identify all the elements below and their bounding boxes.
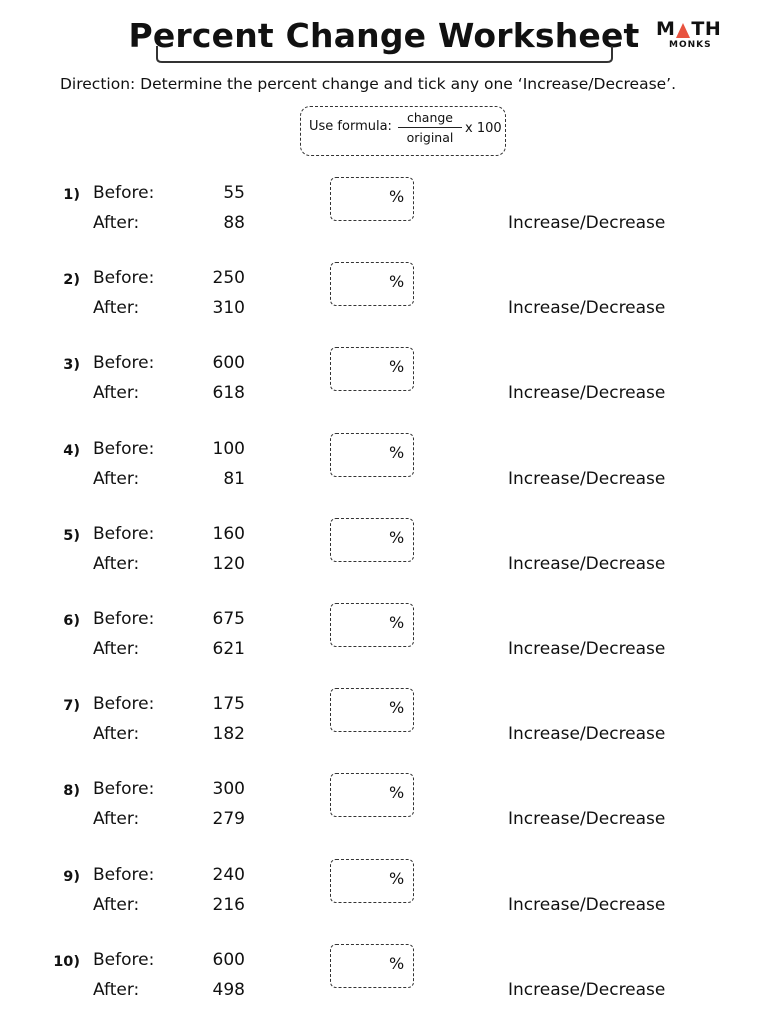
after-label: After: <box>93 553 140 574</box>
triangle-a-icon <box>676 23 690 38</box>
before-value: 100 <box>212 438 245 459</box>
percent-answer-box[interactable] <box>330 347 414 391</box>
after-label: After: <box>93 809 140 830</box>
percent-answer-box[interactable] <box>330 603 414 647</box>
page-title: Percent Change Worksheet <box>128 16 640 55</box>
percent-sign: % <box>389 272 405 292</box>
after-label: After: <box>93 213 140 233</box>
problem-item <box>0 183 768 243</box>
logo-subtitle: MONKS <box>669 40 712 50</box>
before-value: 55 <box>223 183 245 203</box>
before-value: 160 <box>212 523 245 544</box>
before-value: 250 <box>212 268 245 289</box>
problem-item <box>0 694 768 754</box>
problem-item <box>0 865 768 925</box>
after-label: After: <box>93 639 140 659</box>
formula-denominator: original <box>406 130 454 145</box>
after-value: 498 <box>212 979 245 1000</box>
logo-letters-th: TH <box>691 18 722 40</box>
percent-answer-box[interactable] <box>330 688 414 732</box>
after-value: 279 <box>212 809 245 830</box>
after-value: 88 <box>223 213 245 233</box>
percent-sign: % <box>389 187 405 206</box>
logo-letter-m: M <box>656 18 676 40</box>
formula-fraction <box>398 110 462 145</box>
problem-item <box>0 439 768 499</box>
before-label: Before: <box>93 353 155 374</box>
problem-item <box>0 779 768 839</box>
before-value: 600 <box>212 353 245 374</box>
after-label: After: <box>93 383 140 404</box>
problem-number: 2) <box>63 272 80 289</box>
problem-item <box>0 268 768 328</box>
after-value: 182 <box>212 724 245 745</box>
after-label: After: <box>93 298 140 319</box>
increase-decrease-choice[interactable]: Increase/Decrease <box>508 468 666 489</box>
percent-answer-box[interactable] <box>330 859 414 903</box>
increase-decrease-choice[interactable]: Increase/Decrease <box>508 553 666 574</box>
problem-item <box>0 609 768 669</box>
before-label: Before: <box>93 268 155 289</box>
after-label: After: <box>93 468 140 489</box>
increase-decrease-choice[interactable]: Increase/Decrease <box>508 298 666 319</box>
percent-sign: % <box>389 527 405 547</box>
problem-number: 5) <box>63 527 80 544</box>
percent-answer-box[interactable] <box>330 433 414 477</box>
before-label: Before: <box>93 694 155 715</box>
increase-decrease-choice[interactable]: Increase/Decrease <box>508 639 666 659</box>
increase-decrease-choice[interactable]: Increase/Decrease <box>508 724 666 745</box>
percent-answer-box[interactable] <box>330 944 414 988</box>
percent-sign: % <box>389 357 405 377</box>
before-label: Before: <box>93 183 155 203</box>
increase-decrease-choice[interactable]: Increase/Decrease <box>508 979 666 1000</box>
percent-sign: % <box>389 613 405 632</box>
after-label: After: <box>93 894 140 915</box>
after-value: 621 <box>212 639 245 659</box>
before-label: Before: <box>93 609 155 629</box>
formula-numerator: change <box>406 110 453 125</box>
percent-sign: % <box>389 442 405 462</box>
problem-number: 6) <box>63 613 80 629</box>
direction-text: Direction: Determine the percent change and tick any one ‘Increase/Decrease’. <box>60 75 677 93</box>
percent-answer-box[interactable] <box>330 518 414 562</box>
problem-number: 10) <box>53 953 80 970</box>
before-value: 675 <box>212 609 245 629</box>
increase-decrease-choice[interactable]: Increase/Decrease <box>508 383 666 404</box>
after-label: After: <box>93 724 140 745</box>
before-label: Before: <box>93 523 155 544</box>
formula-box <box>300 106 506 156</box>
percent-sign: % <box>389 783 405 803</box>
before-value: 600 <box>212 949 245 970</box>
after-label: After: <box>93 979 140 1000</box>
problem-item <box>0 950 768 1010</box>
before-label: Before: <box>93 864 155 885</box>
problem-number: 9) <box>63 868 80 885</box>
title-underline <box>152 40 617 70</box>
before-label: Before: <box>93 949 155 970</box>
increase-decrease-choice[interactable]: Increase/Decrease <box>508 809 666 830</box>
increase-decrease-choice[interactable]: Increase/Decrease <box>508 894 666 915</box>
percent-sign: % <box>389 698 405 718</box>
formula-label: Use formula: <box>309 119 392 134</box>
after-value: 216 <box>212 894 245 915</box>
problem-item <box>0 353 768 413</box>
percent-answer-box[interactable] <box>330 773 414 817</box>
before-value: 175 <box>212 694 245 715</box>
increase-decrease-choice[interactable]: Increase/Decrease <box>508 213 666 233</box>
problem-number: 4) <box>63 442 80 459</box>
math-monks-logo <box>656 18 722 50</box>
percent-answer-box[interactable] <box>330 262 414 306</box>
percent-sign: % <box>389 868 405 888</box>
after-value: 81 <box>223 468 245 489</box>
before-label: Before: <box>93 779 155 800</box>
problem-item <box>0 524 768 584</box>
formula-multiplier: x 100 <box>465 121 502 136</box>
percent-sign: % <box>389 953 405 973</box>
problem-number: 8) <box>63 783 80 800</box>
fraction-bar <box>398 127 462 128</box>
before-value: 240 <box>212 864 245 885</box>
after-value: 618 <box>212 383 245 404</box>
percent-answer-box[interactable] <box>330 177 414 221</box>
problem-number: 7) <box>63 698 80 715</box>
before-label: Before: <box>93 438 155 459</box>
before-value: 300 <box>212 779 245 800</box>
after-value: 310 <box>212 298 245 319</box>
after-value: 120 <box>212 553 245 574</box>
problem-number: 1) <box>63 187 80 203</box>
problem-number: 3) <box>63 357 80 374</box>
